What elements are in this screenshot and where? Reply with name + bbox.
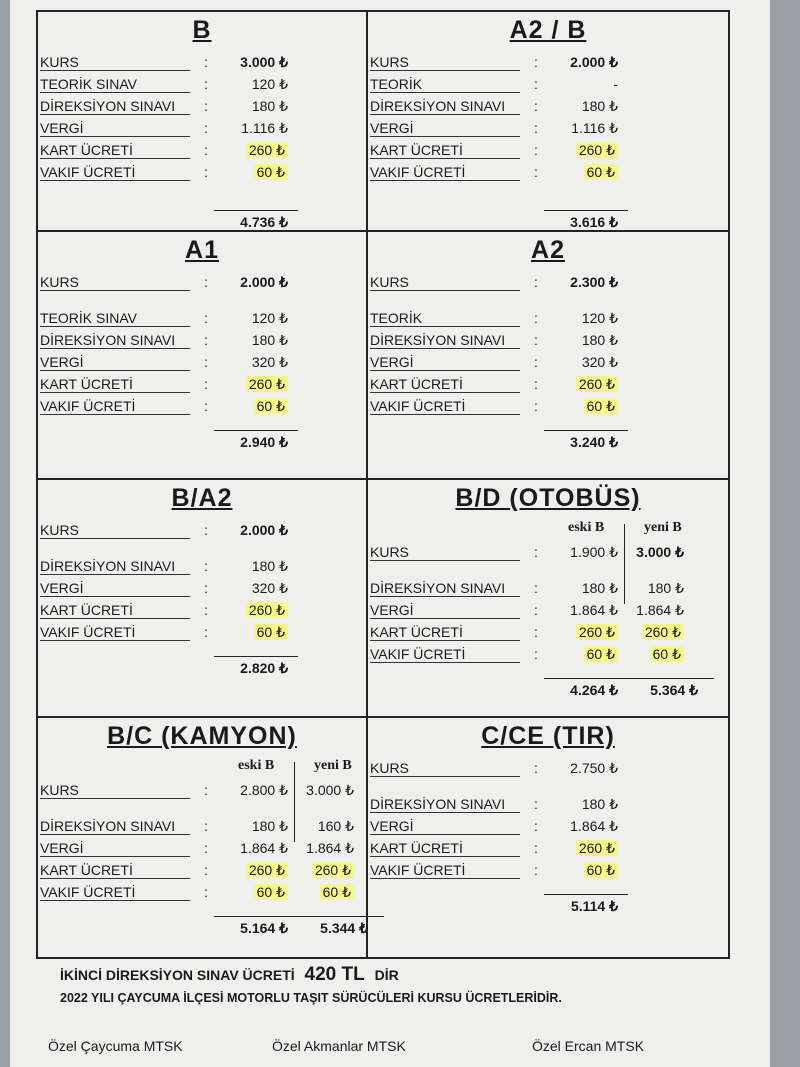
colon-separator: : — [534, 376, 538, 392]
colon-separator: : — [534, 164, 538, 180]
fee-row — [38, 396, 366, 418]
highlighted-value: 260 ₺ — [312, 862, 354, 878]
signature-ercan: Özel Ercan MTSK — [532, 1038, 645, 1054]
fee-value — [218, 624, 288, 641]
colon-separator: : — [534, 624, 538, 640]
fee-row — [368, 74, 728, 96]
fee-label: VERGİ — [370, 120, 520, 137]
colon-separator: : — [534, 98, 538, 114]
fee-value-2: 1.864 ₺ — [636, 602, 684, 618]
highlighted-value: 60 ₺ — [650, 646, 684, 662]
section-title: B/C (KAMYON) — [107, 722, 297, 750]
highlighted-value: 260 ₺ — [642, 624, 684, 640]
total-value: 5.114 ₺ — [570, 898, 618, 914]
fee-label: KART ÜCRETİ — [40, 602, 190, 619]
fee-label: KURS — [40, 274, 190, 291]
fee-label: VERGİ — [370, 354, 520, 371]
fee-row — [38, 622, 366, 644]
fee-value: 1.864 ₺ — [240, 840, 288, 856]
fee-row — [368, 140, 728, 162]
sum-line — [214, 430, 298, 431]
fee-label: KART ÜCRETİ — [370, 142, 520, 159]
colon-separator: : — [204, 840, 208, 856]
fee-value: 180 ₺ — [251, 818, 288, 834]
fee-label: VERGİ — [40, 120, 190, 137]
highlighted-value: 260 ₺ — [246, 602, 288, 618]
fee-row — [368, 578, 728, 600]
fee-row — [38, 860, 366, 882]
fee-value-2 — [284, 862, 354, 879]
fee-label: VERGİ — [370, 818, 520, 835]
fee-label: KURS — [40, 782, 190, 799]
column-header: eski B — [238, 758, 275, 773]
fee-label: DİREKSİYON SINAVI — [40, 332, 190, 349]
fee-value: 2.000 ₺ — [240, 274, 288, 290]
fee-label: VERGİ — [40, 840, 190, 857]
fee-value-2: 180 ₺ — [647, 580, 684, 596]
fee-label: VAKIF ÜCRETİ — [370, 164, 520, 181]
colon-separator: : — [204, 398, 208, 414]
colon-separator: : — [534, 544, 538, 560]
section-title: A2 — [531, 236, 565, 264]
fee-label: KART ÜCRETİ — [40, 862, 190, 879]
fee-value: 1.900 ₺ — [570, 544, 618, 560]
highlighted-value: 60 ₺ — [584, 646, 618, 662]
fee-row — [38, 118, 366, 140]
fee-row — [368, 352, 728, 374]
fee-label: TEORİK SINAV — [40, 76, 190, 93]
fee-label: VAKIF ÜCRETİ — [370, 398, 520, 415]
fee-value: 1.864 ₺ — [570, 818, 618, 834]
exam-fee-amount: 420 TL — [304, 964, 365, 985]
colon-separator: : — [204, 522, 208, 538]
fee-label: DİREKSİYON SINAVI — [370, 332, 520, 349]
fee-label: DİREKSİYON SINAVI — [370, 98, 520, 115]
total-value: 4.264 ₺ — [570, 682, 618, 698]
fee-row — [368, 162, 728, 184]
colon-separator: : — [204, 98, 208, 114]
colon-separator: : — [534, 76, 538, 92]
section-title: B/A2 — [171, 484, 233, 512]
sum-line — [544, 894, 628, 895]
colon-separator: : — [534, 54, 538, 70]
fee-label: VAKIF ÜCRETİ — [40, 884, 190, 901]
fee-row — [368, 396, 728, 418]
fee-row — [38, 374, 366, 396]
colon-separator: : — [534, 120, 538, 136]
fee-value: 2.750 ₺ — [570, 760, 618, 776]
fee-value — [548, 862, 618, 879]
sum-line — [214, 916, 384, 917]
section-b-d-otobus — [368, 480, 728, 718]
fee-label: VAKIF ÜCRETİ — [40, 398, 190, 415]
fee-row — [368, 600, 728, 622]
colon-separator: : — [204, 274, 208, 290]
section-title: B — [192, 16, 212, 44]
fee-label: KART ÜCRETİ — [370, 376, 520, 393]
signature-akmanlar: Özel Akmanlar MTSK — [272, 1038, 406, 1054]
fee-row — [38, 520, 366, 542]
fee-value — [548, 164, 618, 181]
sum-line — [214, 656, 298, 657]
fee-row — [368, 860, 728, 882]
fee-row — [368, 794, 728, 816]
fee-value: 180 ₺ — [251, 332, 288, 348]
fee-row — [38, 140, 366, 162]
fee-value — [218, 884, 288, 901]
fee-value — [218, 142, 288, 159]
fee-value: 180 ₺ — [251, 558, 288, 574]
fee-row — [368, 542, 728, 564]
colon-separator: : — [534, 818, 538, 834]
fee-value — [548, 840, 618, 857]
fee-row — [38, 308, 366, 330]
fee-row — [368, 838, 728, 860]
fee-value — [218, 602, 288, 619]
fee-value: 180 ₺ — [581, 796, 618, 812]
colon-separator: : — [534, 862, 538, 878]
fee-row — [368, 374, 728, 396]
fee-row — [368, 118, 728, 140]
highlighted-value: 60 ₺ — [584, 164, 618, 180]
fee-row — [38, 838, 366, 860]
fee-value: 320 ₺ — [251, 580, 288, 596]
sum-line — [544, 678, 714, 679]
fee-value-2 — [614, 646, 684, 663]
section-c-ce-tir — [368, 718, 728, 957]
fee-value: 1.116 ₺ — [241, 120, 288, 136]
fee-value: 120 ₺ — [251, 310, 288, 326]
fee-label: VERGİ — [40, 580, 190, 597]
section-a1 — [38, 232, 368, 480]
fee-value: 320 ₺ — [581, 354, 618, 370]
fee-row — [38, 52, 366, 74]
fee-label: VERGİ — [370, 602, 520, 619]
fee-value — [548, 398, 618, 415]
fee-value: 320 ₺ — [251, 354, 288, 370]
section-title: A1 — [185, 236, 219, 264]
colon-separator: : — [204, 782, 208, 798]
fee-value — [218, 398, 288, 415]
fee-row — [368, 622, 728, 644]
highlighted-value: 260 ₺ — [576, 840, 618, 856]
highlighted-value: 60 ₺ — [254, 164, 288, 180]
colon-separator: : — [534, 602, 538, 618]
exam-fee-prefix: İKİNCİ DİREKSİYON SINAV ÜCRETİ — [60, 967, 295, 983]
fee-label: VAKIF ÜCRETİ — [40, 624, 190, 641]
fee-value: 180 ₺ — [251, 98, 288, 114]
fee-value: 180 ₺ — [581, 580, 618, 596]
total-value: 2.820 ₺ — [240, 660, 288, 676]
fee-label: KART ÜCRETİ — [370, 840, 520, 857]
fee-row — [38, 272, 366, 294]
fee-value: 120 ₺ — [251, 76, 288, 92]
colon-separator: : — [534, 840, 538, 856]
highlighted-value: 60 ₺ — [254, 884, 288, 900]
fee-label: DİREKSİYON SINAVI — [370, 580, 520, 597]
signature-caycuma: Özel Çaycuma MTSK — [48, 1038, 183, 1054]
total-value: 5.164 ₺ — [240, 920, 288, 936]
highlighted-value: 260 ₺ — [576, 624, 618, 640]
total-value: 2.940 ₺ — [240, 434, 288, 450]
fee-row — [38, 330, 366, 352]
colon-separator: : — [534, 760, 538, 776]
fee-label: VAKIF ÜCRETİ — [370, 646, 520, 663]
fee-label: KURS — [370, 54, 520, 71]
fee-value — [218, 376, 288, 393]
fee-value: 1.116 ₺ — [571, 120, 618, 136]
fee-label: KURS — [370, 544, 520, 561]
highlighted-value: 60 ₺ — [584, 862, 618, 878]
fee-label: DİREKSİYON SINAVI — [370, 796, 520, 813]
section-b-a2 — [38, 480, 368, 718]
total-value: 4.736 ₺ — [240, 214, 288, 230]
fee-row — [38, 780, 366, 802]
column-header: eski B — [568, 520, 605, 535]
colon-separator: : — [204, 354, 208, 370]
fee-value: 180 ₺ — [581, 332, 618, 348]
fee-label: VAKIF ÜCRETİ — [370, 862, 520, 879]
colon-separator: : — [534, 332, 538, 348]
section-b — [38, 12, 368, 232]
colon-separator: : — [534, 398, 538, 414]
colon-separator: : — [534, 274, 538, 290]
fee-label: VERGİ — [40, 354, 190, 371]
section-title: B/D (OTOBÜS) — [455, 484, 641, 512]
fee-value — [548, 376, 618, 393]
colon-separator: : — [204, 310, 208, 326]
fee-value — [548, 624, 618, 641]
year-note: 2022 YILI ÇAYCUMA İLÇESİ MOTORLU TAŞIT SÜRÜCÜLERİ KURSU ÜCRETLERİDİR. — [60, 991, 562, 1005]
section-title: C/CE (TIR) — [481, 722, 615, 750]
colon-separator: : — [534, 646, 538, 662]
total-value: 3.616 ₺ — [570, 214, 618, 230]
fee-label: KURS — [40, 54, 190, 71]
fee-row — [38, 600, 366, 622]
colon-separator: : — [204, 376, 208, 392]
colon-separator: : — [204, 558, 208, 574]
fee-label: KART ÜCRETİ — [40, 142, 190, 159]
colon-separator: : — [204, 624, 208, 640]
fee-label: TEORİK — [370, 76, 520, 93]
fee-value-2: 3.000 ₺ — [306, 782, 354, 798]
total-value: 5.364 ₺ — [650, 682, 698, 698]
fee-label: KART ÜCRETİ — [370, 624, 520, 641]
colon-separator: : — [534, 796, 538, 812]
colon-separator: : — [204, 54, 208, 70]
fee-label: KART ÜCRETİ — [40, 376, 190, 393]
highlighted-value: 60 ₺ — [584, 398, 618, 414]
colon-separator: : — [204, 76, 208, 92]
fee-row — [38, 882, 366, 904]
fee-value-2: 1.864 ₺ — [306, 840, 354, 856]
highlighted-value: 260 ₺ — [246, 376, 288, 392]
fee-value: 2.000 ₺ — [570, 54, 618, 70]
highlighted-value: 260 ₺ — [576, 142, 618, 158]
fee-value: 1.864 ₺ — [570, 602, 618, 618]
colon-separator: : — [204, 862, 208, 878]
fee-row — [38, 352, 366, 374]
sum-line — [544, 430, 628, 431]
fee-label: TEORİK — [370, 310, 520, 327]
highlighted-value: 60 ₺ — [320, 884, 354, 900]
colon-separator: : — [204, 818, 208, 834]
highlighted-value: 60 ₺ — [254, 398, 288, 414]
fee-row — [368, 758, 728, 780]
fee-table — [36, 10, 730, 959]
fee-row — [38, 578, 366, 600]
fee-row — [368, 308, 728, 330]
fee-row — [38, 96, 366, 118]
sum-line — [214, 210, 298, 211]
fee-value: 2.800 ₺ — [240, 782, 288, 798]
fee-value-2: 3.000 ₺ — [636, 544, 684, 560]
colon-separator: : — [204, 142, 208, 158]
fee-label: KURS — [370, 274, 520, 291]
colon-separator: : — [534, 142, 538, 158]
column-header: yeni B — [314, 758, 352, 773]
colon-separator: : — [204, 580, 208, 596]
colon-separator: : — [534, 580, 538, 596]
total-value: 3.240 ₺ — [570, 434, 618, 450]
fee-value — [548, 646, 618, 663]
fee-label: DİREKSİYON SINAVI — [40, 558, 190, 575]
colon-separator: : — [534, 354, 538, 370]
colon-separator: : — [204, 884, 208, 900]
fee-row — [38, 556, 366, 578]
fee-row — [368, 816, 728, 838]
fee-label: KURS — [370, 760, 520, 777]
colon-separator: : — [204, 332, 208, 348]
fee-row — [368, 272, 728, 294]
fee-label: TEORİK SINAV — [40, 310, 190, 327]
fee-value-2: 160 ₺ — [317, 818, 354, 834]
fee-value — [548, 142, 618, 159]
fee-value — [218, 862, 288, 879]
highlighted-value: 260 ₺ — [576, 376, 618, 392]
highlighted-value: 60 ₺ — [254, 624, 288, 640]
section-title: A2 / B — [509, 16, 587, 44]
section-b-c-kamyon — [38, 718, 368, 957]
fee-value: 3.000 ₺ — [240, 54, 288, 70]
fee-value-2 — [284, 884, 354, 901]
fee-row — [368, 330, 728, 352]
highlighted-value: 260 ₺ — [246, 862, 288, 878]
colon-separator: : — [204, 602, 208, 618]
fee-label: VAKIF ÜCRETİ — [40, 164, 190, 181]
fee-value: 2.000 ₺ — [240, 522, 288, 538]
column-header: yeni B — [644, 520, 682, 535]
fee-row — [368, 96, 728, 118]
fee-row — [368, 644, 728, 666]
colon-separator: : — [204, 120, 208, 136]
fee-value: 120 ₺ — [581, 310, 618, 326]
fee-value: - — [613, 76, 618, 92]
fee-value-2 — [614, 624, 684, 641]
fee-row — [38, 74, 366, 96]
fee-label: KURS — [40, 522, 190, 539]
total-value: 5.344 ₺ — [320, 920, 368, 936]
exam-fee-suffix: DİR — [374, 967, 399, 983]
fee-row — [38, 162, 366, 184]
section-a2 — [368, 232, 728, 480]
section-a2-b — [368, 12, 728, 232]
sum-line — [544, 210, 628, 211]
fee-label: DİREKSİYON SINAVI — [40, 818, 190, 835]
highlighted-value: 260 ₺ — [246, 142, 288, 158]
fee-value: 180 ₺ — [581, 98, 618, 114]
fee-value: 2.300 ₺ — [570, 274, 618, 290]
fee-value — [218, 164, 288, 181]
fee-row — [38, 816, 366, 838]
colon-separator: : — [204, 164, 208, 180]
colon-separator: : — [534, 310, 538, 326]
fee-row — [368, 52, 728, 74]
second-exam-fee — [60, 964, 399, 986]
fee-label: DİREKSİYON SINAVI — [40, 98, 190, 115]
